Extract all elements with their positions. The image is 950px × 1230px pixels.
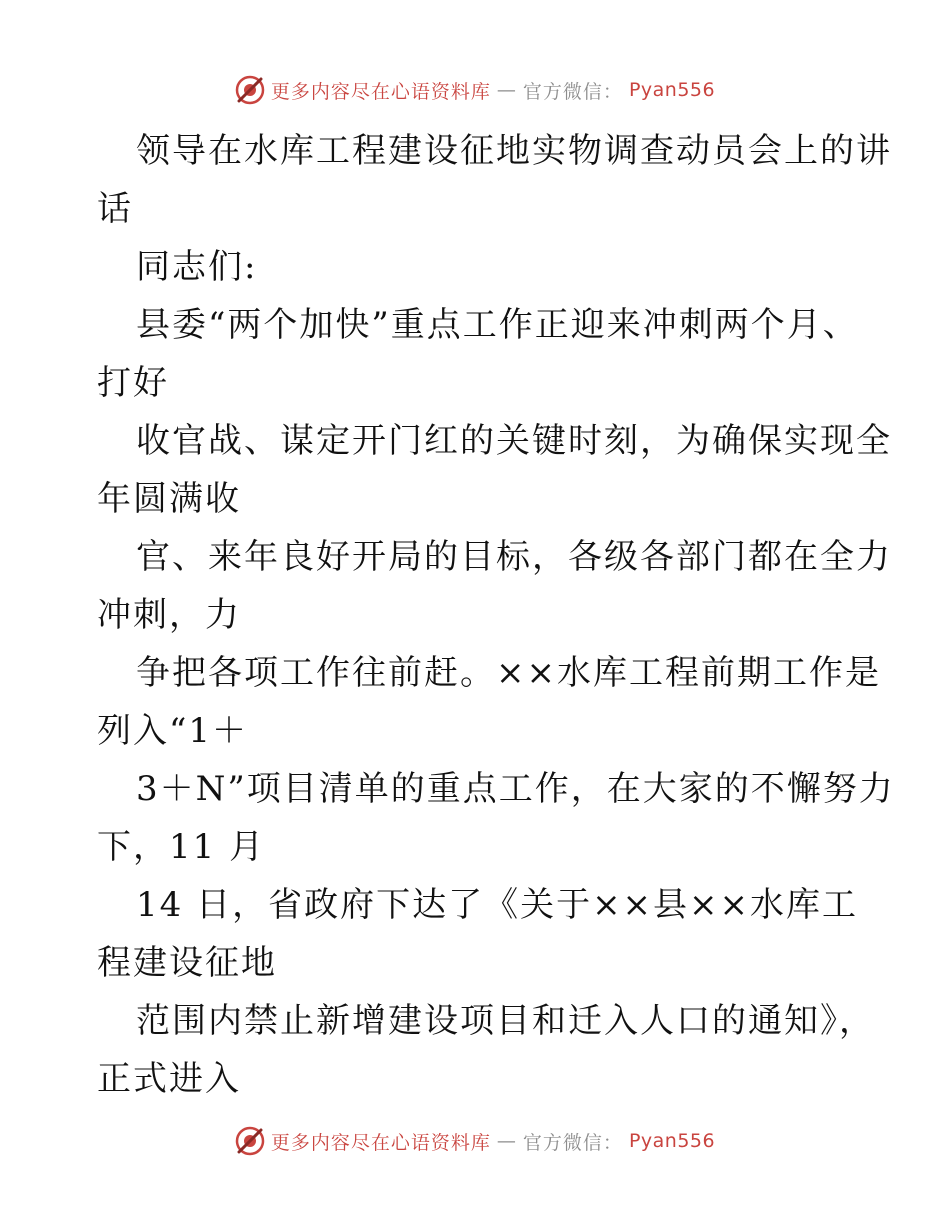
- paragraph-line: 冲刺，力: [97, 595, 241, 635]
- paragraph-line: 3＋N”项目清单的重点工作，在大家的不懈努力: [136, 769, 895, 809]
- watermark-dash: —: [496, 79, 517, 101]
- paragraph-line: 县委“两个加快”重点工作正迎来冲刺两个月、: [136, 305, 859, 345]
- watermark-lead-text: 更多内容尽在心语资料库: [270, 1131, 491, 1154]
- paragraph-line: 正式进入: [97, 1059, 241, 1099]
- watermark-lead-text: 更多内容尽在心语资料库: [270, 80, 491, 103]
- watermark-account: Pyan556: [628, 1130, 716, 1152]
- pen-seal-icon: [235, 75, 265, 105]
- paragraph-line: 范围内禁止新增建设项目和迁入人口的通知》，: [136, 1001, 875, 1041]
- document-title-line-2: 话: [97, 189, 133, 229]
- watermark-dash: —: [496, 1130, 517, 1152]
- paragraph-line: 程建设征地: [97, 943, 277, 983]
- footer-watermark: [0, 1121, 950, 1161]
- document-title-line-1: 领导在水库工程建设征地实物调查动员会上的讲: [136, 131, 892, 171]
- watermark-label: 官方微信：: [522, 1131, 623, 1154]
- watermark-account: Pyan556: [628, 79, 716, 101]
- paragraph-line: 下，11 月: [97, 827, 266, 867]
- paragraph-line: 打好: [97, 363, 169, 403]
- watermark-label: 官方微信：: [522, 80, 623, 103]
- salutation: 同志们:: [136, 247, 258, 287]
- header-watermark: [0, 70, 950, 110]
- pen-seal-icon: [235, 1126, 265, 1156]
- paragraph-line: 年圆满收: [97, 479, 241, 519]
- paragraph-line: 列入“1＋: [97, 711, 249, 751]
- paragraph-line: 14 日，省政府下达了《关于××县××水库工: [136, 885, 859, 925]
- paragraph-line: 收官战、谋定开门红的关键时刻，为确保实现全: [136, 421, 892, 461]
- paragraph-line: 官、来年良好开局的目标，各级各部门都在全力: [136, 537, 892, 577]
- paragraph-line: 争把各项工作往前赶。××水库工程前期工作是: [136, 653, 881, 693]
